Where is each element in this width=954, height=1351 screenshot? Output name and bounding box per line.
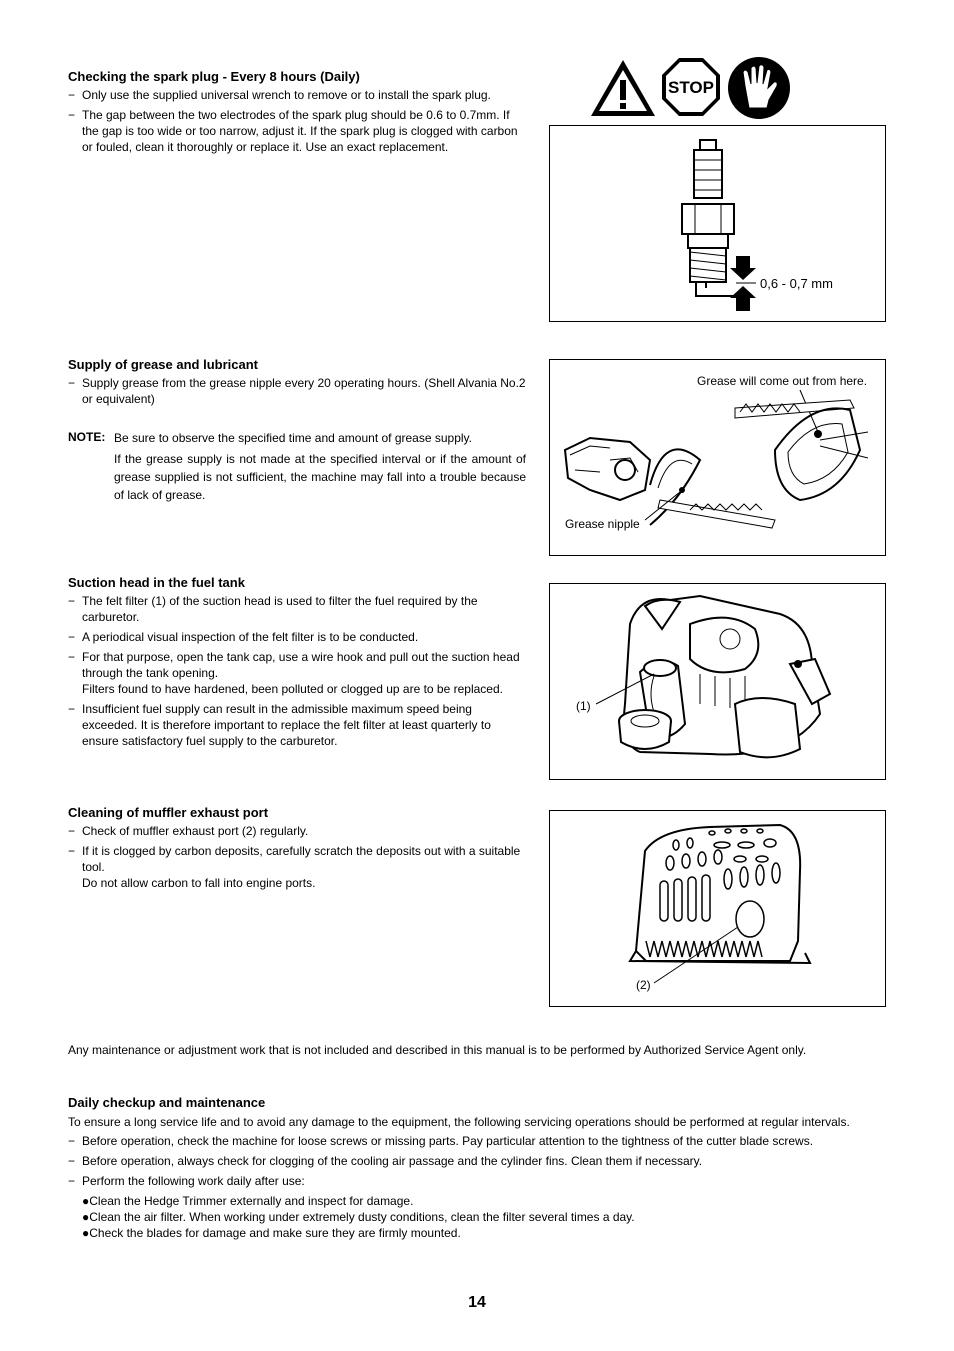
suction-section [68,575,526,753]
daily-intro: To ensure a long service life and to avoid any damage to the equipment, the following servicing operations should be performed at regular intervals. [68,1115,850,1129]
safety-signs [589,56,793,120]
muffler-figure [549,810,886,1007]
bullet-item: ●Clean the Hedge Trimmer externally and inspect for damage. [82,1194,414,1208]
spark-plug-heading: Checking the spark plug - Every 8 hours (Daily) [68,69,360,84]
list-item: − Check of muffler exhaust port (2) regularly. [68,824,309,838]
svg-text:(1): (1) [576,699,591,713]
bullet-item: ●Clean the air filter. When working under extremely dusty conditions, clean the filter several times a day. [82,1210,635,1224]
list-item: − Only use the supplied universal wrench to remove or to install the spark plug. [68,88,491,102]
bullet-item: ●Check the blades for damage and make sure they are firmly mounted. [82,1226,461,1240]
suction-heading: Suction head in the fuel tank [68,575,245,590]
svg-text:Grease nipple: Grease nipple [565,517,640,531]
list-item: − The felt filter (1) of the suction head is used to filter the fuel required by the carburetor. [68,594,478,624]
gap-label: 0,6 - 0,7 mm [760,276,833,291]
page-number: 14 [468,1294,486,1311]
svg-text:Grease will come out from here: Grease will come out from here. [697,374,868,388]
svg-text:STOP: STOP [668,78,714,97]
muffler-section [68,805,526,895]
stop-sign-icon [661,57,721,117]
fuel-tank-figure [549,583,886,780]
grease-note: NOTE: Be sure to observe the specified time and amount of grease supply. If the grease supply is not made at the specified interval or if the amount of grease supplied is not sufficient, the machine may fall into a trouble because of lack of grease. [68,430,526,502]
daily-checkup-section [68,1095,886,1241]
fuel-tank-illustration [550,584,885,779]
list-item: − For that purpose, open the tank cap, use a wire hook and pull out the suction head through the tank opening. Filters found to have hardened, been polluted or clogged up are to be replaced. [68,650,520,696]
grease-section [68,357,526,507]
note-key: NOTE: [68,430,106,444]
list-item: − If it is clogged by carbon deposits, carefully scratch the deposits out with a suitable tool. Do not allow carbon to fall into engine ports. [68,844,521,890]
spark-plug-figure [549,125,886,322]
grease-heading: Supply of grease and lubricant [68,357,258,372]
list-item: − Insufficient fuel supply can result in the admissible maximum speed being exceeded. It is therefore important to replace the felt filter at least quarterly to ensure satisfactory fuel supply to the carburetor. [68,702,491,748]
list-item: − A periodical visual inspection of the felt filter is to be conducted. [68,630,419,644]
svg-text:(2): (2) [636,978,651,992]
muffler-illustration [550,811,885,1006]
list-item: − Before operation, always check for clogging of the cooling air passage and the cylinder fins. Clean them if necessary. [68,1154,703,1168]
hedge-trimmer-illustration [550,360,885,555]
list-item: − Supply grease from the grease nipple every 20 operating hours. (Shell Alvania No.2 or equivalent) [68,376,526,406]
gloves-icon [727,56,791,120]
list-item: − Perform the following work daily after use: [68,1174,305,1188]
authorized-service-notice: Any maintenance or adjustment work that is not included and described in this manual is to be performed by Authorized Service Agent only. [68,1043,807,1057]
spark-plug-section [68,69,526,159]
list-item: − Before operation, check the machine for loose screws or missing parts. Pay particular attention to the tightness of the cutter blade screws. [68,1134,814,1148]
grease-figure [549,359,886,556]
muffler-heading: Cleaning of muffler exhaust port [68,805,269,820]
daily-heading: Daily checkup and maintenance [68,1095,266,1110]
spark-plug-illustration [550,126,885,321]
list-item: − The gap between the two electrodes of the spark plug should be 0.6 to 0.7mm. If the gap is too wide or too narrow, adjust it. If the spark plug is clogged with carbon or fouled, clean it thoroughly or replace it. Use an exact replacement. [68,108,518,154]
